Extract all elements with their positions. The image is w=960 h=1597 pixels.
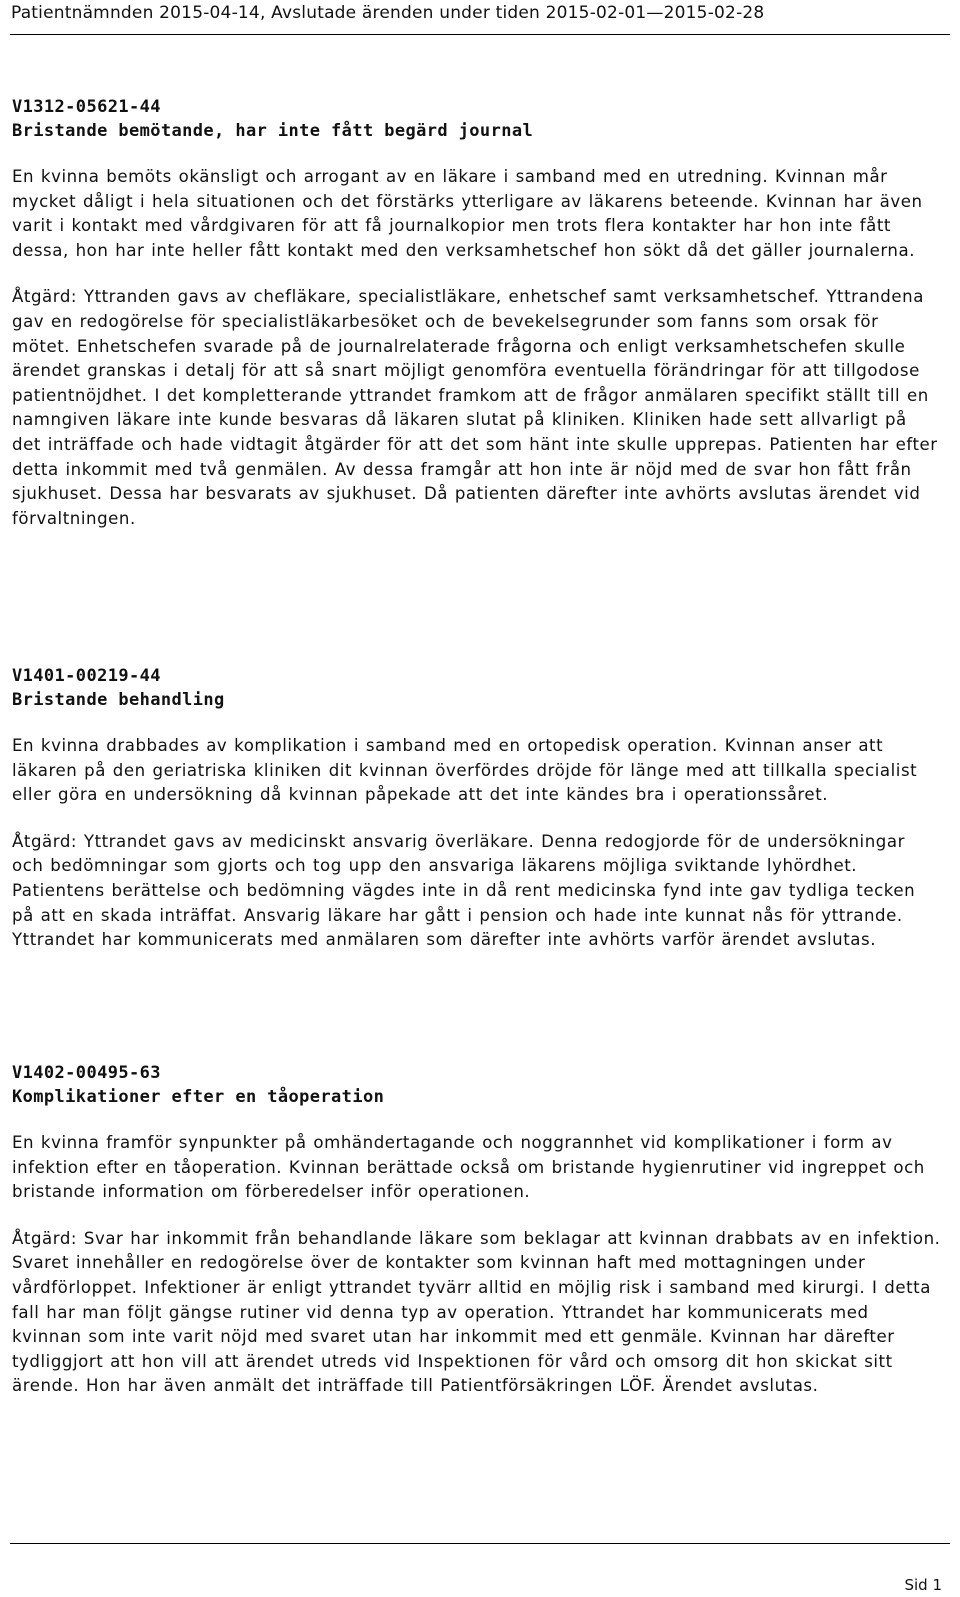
- case-action: Åtgärd: Yttranden gavs av chefläkare, specialistläkare, enhetschef samt verksamhetschef. Yttrandena gav en redogörelse för specialistläkarbesöket och de bevekelsegrunder som fanns som orsak för mötet. Enhetschefen svarade på de journalrelaterade frågorna och enligt verksamhetschefen skulle ärendet granskas i detalj för att så snart möjligt genomföra eventuella förändringar för att tillgodose patientnöjdhet. I det kompletterande yttrandet framkom att de frågor anmälaren specifikt ställt till en namngiven läkare inte kunde besvaras då läkaren slutat på kliniken. Kliniken hade sett allvarligt på det inträffade och hade vidtagit åtgärder för att det som hänt inte skulle upprepas. Patienten har efter detta inkommit med två genmälen. Av dessa framgår att hon inte är nöjd med de svar hon fått från sjukhuset. Dessa har besvarats av sjukhuset. Då patienten därefter inte avhörts avslutas ärendet vid förvaltningen.: [12, 287, 938, 528]
- page-header-title: Patientnämnden 2015-04-14, Avslutade ärenden under tiden 2015-02-01—2015-02-28: [11, 3, 765, 23]
- footer-divider: [10, 1543, 950, 1544]
- header-divider: [10, 34, 950, 35]
- case-id: V1402-00495-63: [12, 1063, 161, 1083]
- case-action: Åtgärd: Svar har inkommit från behandlande läkare som beklagar att kvinnan drabbats av en infektion. Svaret innehåller en redogörelse över de kontakter som kvinnan haft med mottagningen under vårdförloppet. Infektioner är enligt yttrandet tyvärr alltid en möjlig risk i samband med kirurgi. I detta fall har man följt gängse rutiner vid denna typ av operation. Yttrandet har kommunicerats med kvinnan som inte varit nöjd med svaret utan har inkommit med ett genmäle. Kvinnan har därefter tydliggjort att hon vill att ärendet utreds vid Inspektionen för vård och omsorg dit hon skickat sitt ärende. Hon har även anmält det inträffade till Patientförsäkringen LÖF. Ärendet avslutas.: [12, 1228, 941, 1396]
- case-title: Bristande bemötande, har inte fått begärd journal: [12, 121, 534, 141]
- case-entry: [12, 95, 942, 531]
- case-description: En kvinna framför synpunkter på omhändertagande och noggrannhet vid komplikationer i form av infektion efter en tåoperation. Kvinnan berättade också om bristande hygienrutiner vid ingreppet och bristande information om förberedelser inför operationen.: [12, 1133, 925, 1202]
- case-id: V1312-05621-44: [12, 97, 161, 117]
- case-description: En kvinna drabbades av komplikation i samband med en ortopedisk operation. Kvinnan anser att läkaren på den geriatriska kliniken dit kvinnan överfördes dröjde för länge med att tillkalla specialist eller göra en undersökning då kvinnan påpekade att det inte kändes bra i operationssåret.: [12, 736, 918, 805]
- case-entry: [12, 1061, 942, 1399]
- case-title: Komplikationer efter en tåoperation: [12, 1087, 385, 1107]
- case-entry: [12, 664, 942, 953]
- case-title: Bristande behandling: [12, 690, 225, 710]
- case-action: Åtgärd: Yttrandet gavs av medicinskt ansvarig överläkare. Denna redogjorde för de undersökningar och bedömningar som gjorts och tog upp den ansvariga läkarens möjliga sviktande lyhördhet. Patientens berättelse och bedömning vägdes inte in då rent medicinska fynd inte gav tydliga tecken på att en skada inträffat. Ansvarig läkare har gått i pension och hade inte kunnat nås för yttrande. Yttrandet har kommunicerats med anmälaren som därefter inte avhörts varför ärendet avslutas.: [12, 831, 916, 950]
- case-description: En kvinna bemöts okänsligt och arrogant av en läkare i samband med en utredning. Kvinnan mår mycket dåligt i hela situationen och det förstärks ytterligare av läkarens beteende. Kvinnan har även varit i kontakt med vårdgivaren för att få journalkopior men trots flera kontakter har hon inte fått dessa, hon har inte heller fått kontakt med den verksamhetschef hon sökt då det gäller journalerna.: [12, 167, 923, 260]
- case-id: V1401-00219-44: [12, 666, 161, 686]
- page-number: Sid 1: [904, 1576, 942, 1594]
